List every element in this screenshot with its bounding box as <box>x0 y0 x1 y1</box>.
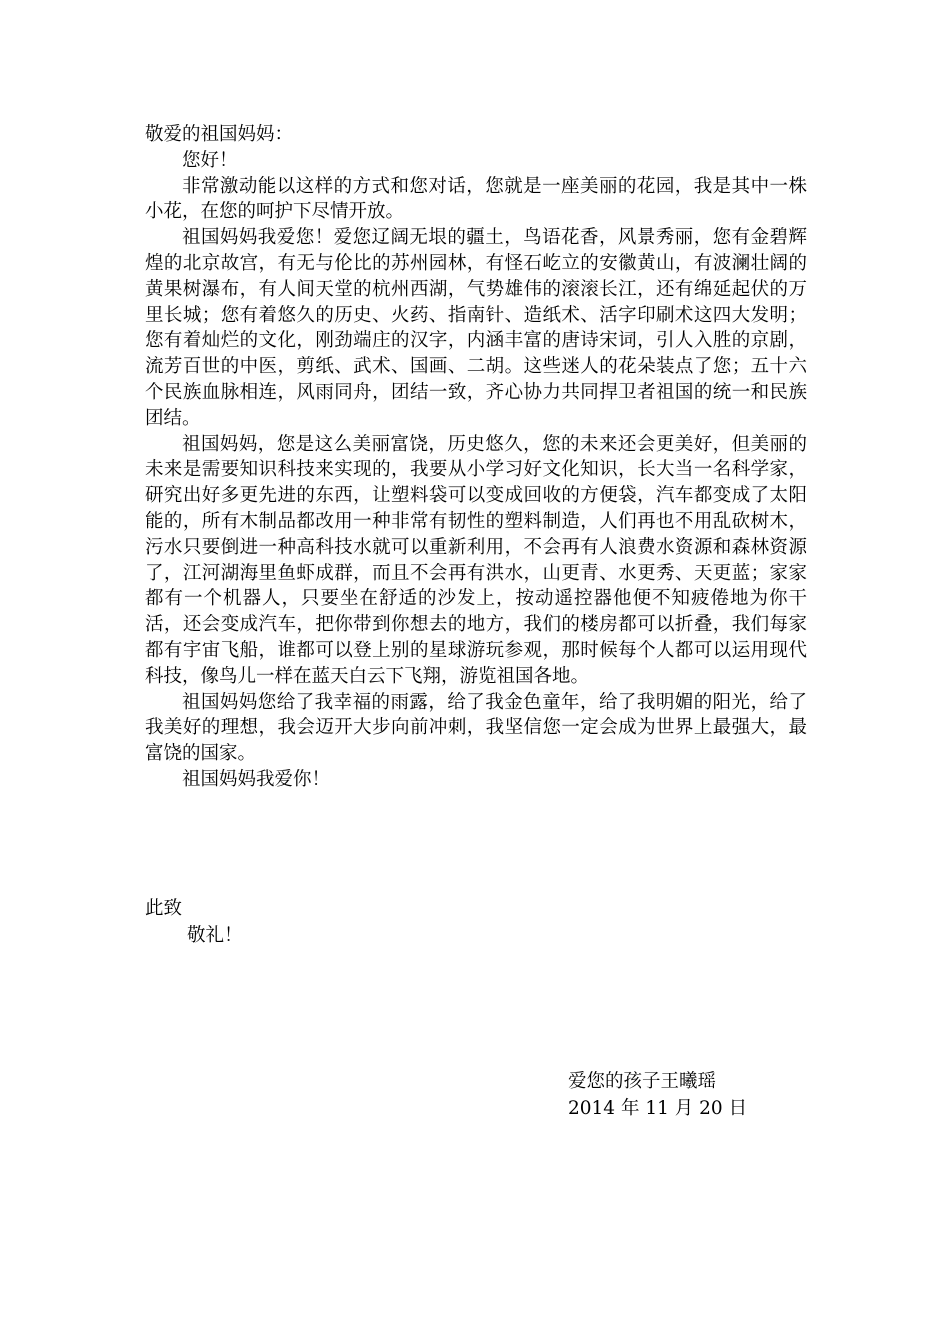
letter-date: 2014 年 11 月 20 日 <box>568 1098 748 1119</box>
letter-paragraph-3: 祖国妈妈，您是这么美丽富饶，历史悠久，您的未来还会更美好，但美丽的未来是需要知识科技来实现的，我要从小学习好文化知识，长大当一名科学家，研究出好多更先进的东西，让塑料袋可以变成回收的方便袋，汽车都变成了太阳能的，所有木制品都改用一种非常有韧性的塑料制造，人们再也不用乱砍树木，污水只要倒进一种高科技水就可以重新利用，不会再有人浪费水资源和森林资源了，江河湖海里鱼虾成群，而且不会再有洪水，山更青、水更秀、天更蓝；家家都有一个机器人，只要坐在舒适的沙发上，按动遥控器他便不知疲倦地为你干活，还会变成汽车，把你带到你想去的地方，我们的楼房都可以折叠，我们每家都有宇宙飞船，谁都可以登上别的星球游玩参观，那时候每个人都可以运用现代科技，像鸟儿一样在蓝天白云下飞翔，游览祖国各地。 <box>145 433 807 687</box>
letter-closing <box>145 895 243 949</box>
letter-paragraph-4: 祖国妈妈您给了我幸福的雨露，给了我金色童年，给了我明媚的阳光，给了我美好的理想，我会迈开大步向前冲刺，我坚信您一定会成为世界上最强大，最富饶的国家。 <box>145 691 807 765</box>
letter-paragraph-1: 非常激动能以这样的方式和您对话，您就是一座美丽的花园，我是其中一株小花，在您的呵护下尽情开放。 <box>145 175 807 223</box>
closing-line-2: 敬礼！ <box>187 925 243 946</box>
letter-paragraph-5: 祖国妈妈我爱你！ <box>182 768 331 790</box>
letter-paragraph-2: 祖国妈妈我爱您！爱您辽阔无垠的疆土，鸟语花香，风景秀丽，您有金碧辉煌的北京故宫，有无与伦比的苏州园林，有怪石屹立的安徽黄山，有波澜壮阔的黄果树瀑布，有人间天堂的杭州西湖，气势雄伟的滚滚长江，还有绵延起伏的万里长城；您有着悠久的历史、火药、指南针、造纸术、活字印刷术这四大发明；您有着灿烂的文化，刚劲端庄的汉字，内涵丰富的唐诗宋词，引人入胜的京剧，流芳百世的中医，剪纸、武术、国画、二胡。这些迷人的花朵装点了您；五十六个民族血脉相连，风雨同舟，团结一致，齐心协力共同捍卫者祖国的统一和民族团结。 <box>145 227 807 429</box>
signer-name: 爱您的孩子王曦瑶 <box>568 1071 717 1092</box>
letter-body <box>145 122 807 793</box>
letter-hello: 您好！ <box>182 149 238 171</box>
letter-signature <box>568 1068 747 1122</box>
closing-line-1: 此致 <box>145 898 183 919</box>
letter-greeting: 敬爱的祖国妈妈： <box>145 124 294 145</box>
